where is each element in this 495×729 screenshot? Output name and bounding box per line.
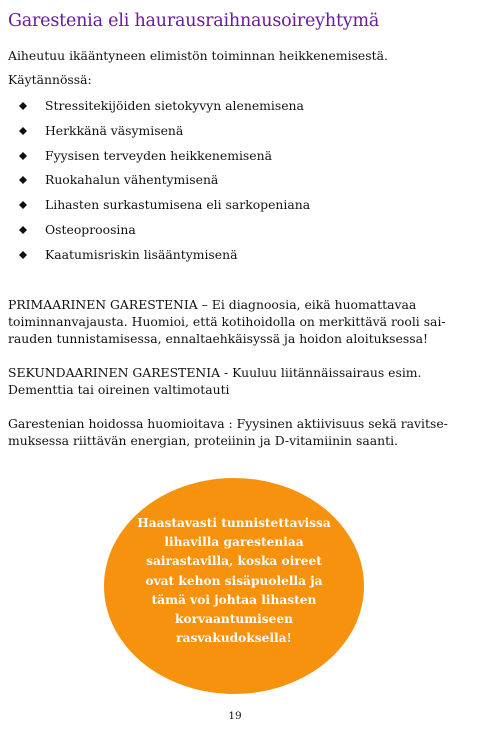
callout-line: rasvakudoksella!	[176, 631, 292, 646]
page-title: Garestenia eli haurausraihnausoireyhtymä	[8, 11, 380, 31]
primary-line: PRIMAARINEN GARESTENIA – Ei diagnoosia, eikä huomattavaa	[8, 297, 417, 312]
callout-line: lihavilla garesteniaa	[164, 535, 304, 550]
treatment-line: muksessa riittävän energian, proteiinin ja D-vitamiinin saanti.	[8, 433, 398, 448]
secondary-line: SEKUNDAARINEN GARESTENIA - Kuuluu liitännäissairaus esim.	[8, 365, 422, 380]
list-item-text: Fyysisen terveyden heikkenemisenä	[45, 147, 272, 163]
list-item	[0, 245, 495, 265]
callout-line: ovat kehon sisäpuolella ja	[145, 573, 323, 588]
primary-line: toiminnanvajausta. Huomioi, että kotihoidolla on merkittävä rooli sai-	[8, 314, 446, 329]
diamond-bullet-icon	[19, 152, 27, 160]
callout-line: tämä voi johtaa lihasten	[151, 592, 317, 607]
list-item	[0, 220, 495, 240]
secondary-garestenia-paragraph	[8, 364, 486, 398]
callout-line: Haastavasti tunnistettavissa	[137, 516, 331, 530]
list-item	[0, 170, 495, 190]
intro-text: Aiheutuu ikääntyneen elimistön toiminnan heikkenemisestä.	[8, 48, 388, 63]
list-item-text: Ruokahalun vähentymisenä	[45, 172, 219, 188]
diamond-bullet-icon	[19, 251, 27, 259]
callout-line: sairastavilla, koska oireet	[146, 554, 322, 569]
list-item	[0, 195, 495, 215]
treatment-paragraph	[8, 415, 486, 449]
list-item	[0, 96, 495, 116]
secondary-line: Dementtia tai oireinen valtimotauti	[8, 382, 230, 397]
list-item-text: Osteoproosina	[45, 222, 136, 237]
diamond-bullet-icon	[19, 127, 27, 135]
list-item	[0, 146, 495, 166]
diamond-bullet-icon	[19, 176, 27, 184]
list-item-text: Kaatumisriskin lisääntymisenä	[45, 246, 238, 262]
list-item-text: Herkkänä väsymisenä	[45, 122, 184, 138]
callout-line: korvaantumiseen	[175, 612, 293, 627]
list-item-text: Stressitekijöiden sietokyvyn alenemisena	[45, 98, 304, 113]
in-practice-label: Käytännössä:	[8, 72, 92, 87]
list-item	[0, 121, 495, 141]
primary-garestenia-paragraph	[8, 296, 486, 347]
primary-line: rauden tunnistamisessa, ennaltaehkäisyssä ja hoidon aloituksessa!	[8, 331, 428, 346]
treatment-line: Garestenian hoidossa huomioitava : Fyysinen aktiivisuus sekä ravitse-	[8, 416, 448, 431]
diamond-bullet-icon	[19, 201, 27, 209]
page-number: 19	[228, 710, 242, 722]
callout-text	[130, 514, 338, 648]
diamond-bullet-icon	[19, 102, 27, 110]
diamond-bullet-icon	[19, 226, 27, 234]
list-item-text: Lihasten surkastumisena eli sarkopeniana	[45, 197, 311, 213]
